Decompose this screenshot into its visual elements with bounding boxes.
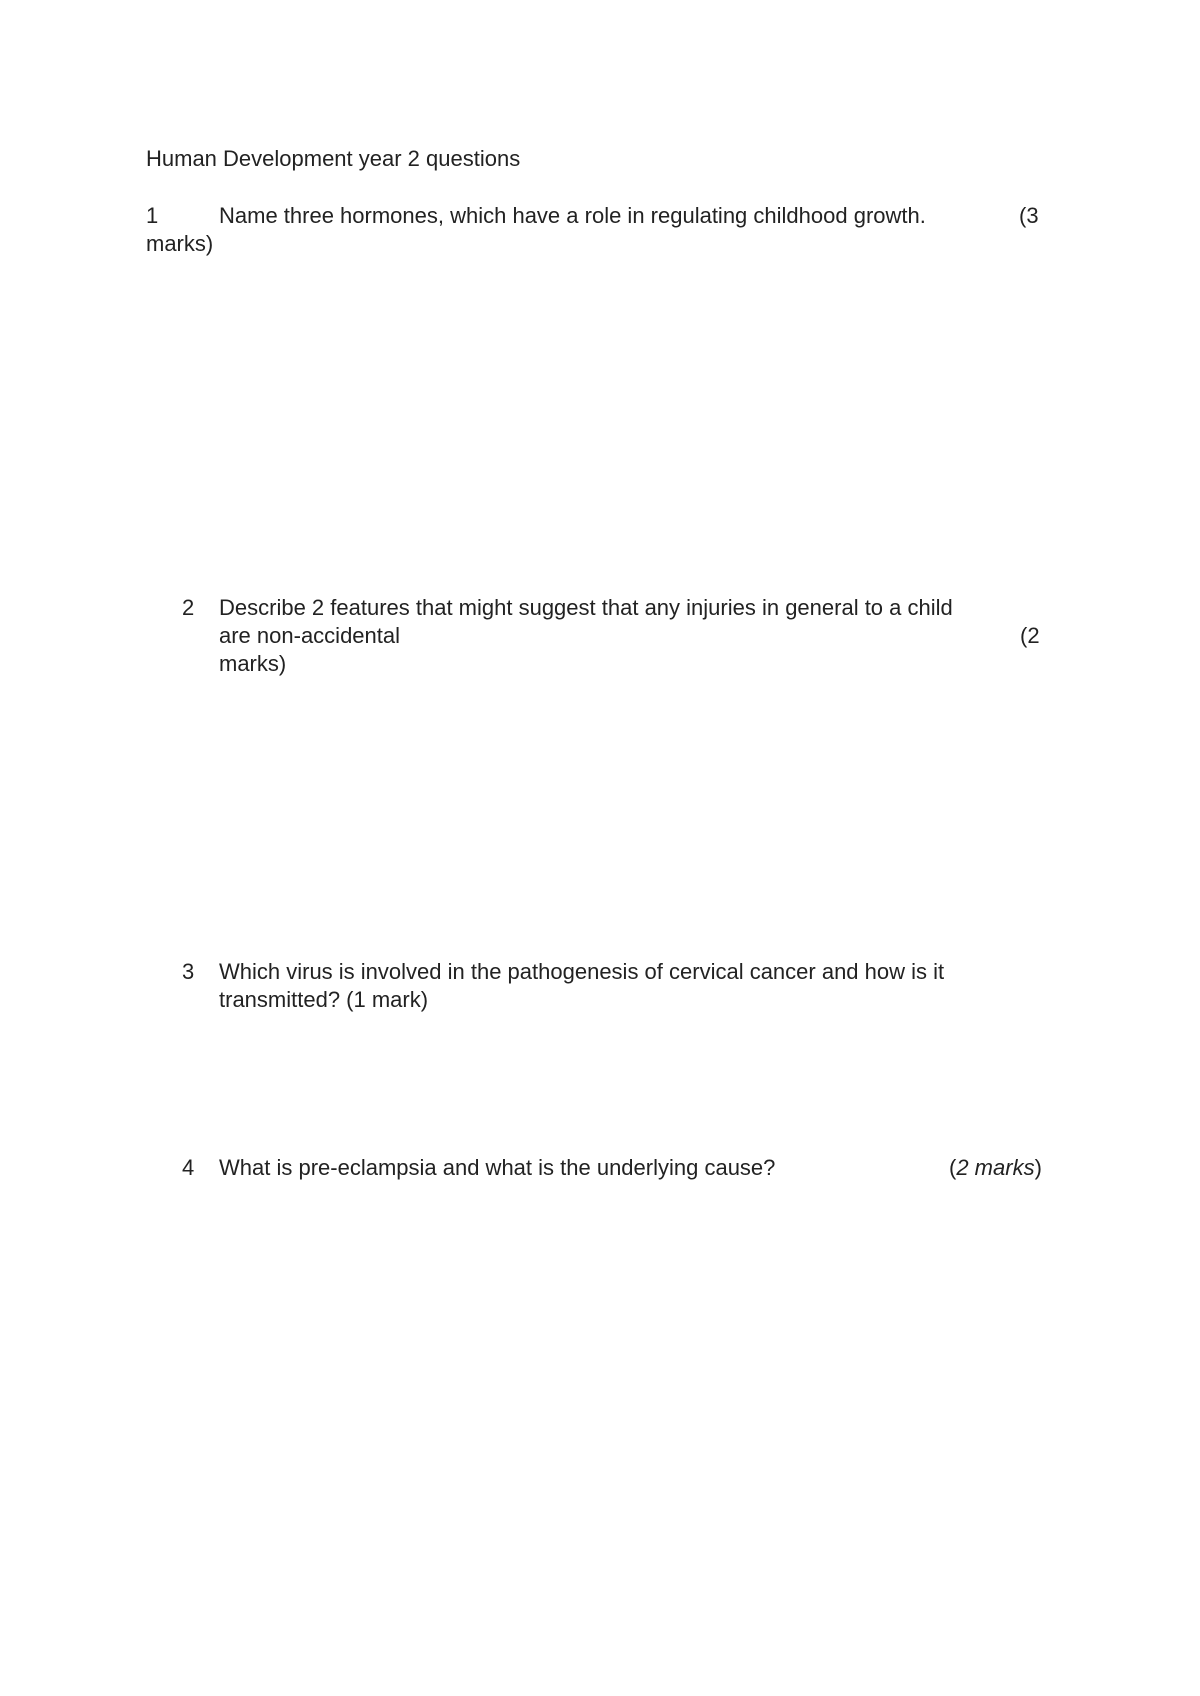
question-number: 4 xyxy=(182,1155,195,1180)
question-marks-open: (3 xyxy=(1019,203,1039,228)
question-marks xyxy=(949,1154,1042,1182)
question-number: 3 xyxy=(182,959,195,984)
question-text-block xyxy=(219,958,1049,1014)
question-text-line: What is pre-eclampsia and what is the underlying cause? xyxy=(219,1155,776,1180)
marks-paren-open: ( xyxy=(949,1155,957,1180)
question-text-line: are non-accidental xyxy=(219,623,401,648)
question-marks: marks) xyxy=(146,231,214,256)
question-text-line: transmitted? (1 mark) xyxy=(219,987,429,1012)
question-marks-open: (2 xyxy=(1020,623,1040,648)
marks-italic: 2 marks xyxy=(956,1155,1035,1180)
question-text-block xyxy=(219,594,1049,678)
question-text-line: Describe 2 features that might suggest that any injuries in general to a child xyxy=(219,595,953,620)
question-text: Name three hormones, which have a role in regulating childhood growth. xyxy=(219,203,926,228)
question-number: 1 xyxy=(146,203,159,228)
question-1 xyxy=(146,202,1046,258)
question-marks: marks) xyxy=(219,651,287,676)
question-number: 2 xyxy=(182,595,195,620)
question-text-block xyxy=(219,1154,1049,1182)
document-title: Human Development year 2 questions xyxy=(146,146,521,171)
marks-paren-close: ) xyxy=(1034,1155,1042,1180)
question-text-line: Which virus is involved in the pathogenesis of cervical cancer and how is it xyxy=(219,959,945,984)
